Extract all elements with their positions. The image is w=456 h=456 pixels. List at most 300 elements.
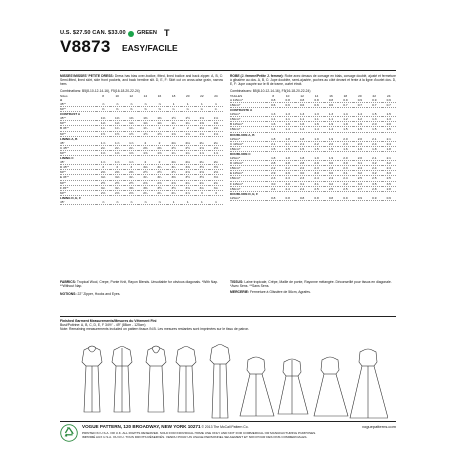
yardage-cell: 1.3 <box>295 112 309 117</box>
yardage-cell: 2.1 <box>367 137 381 142</box>
yardage-cell: 2.4 <box>309 176 323 181</box>
yardage-cell: 2.8 <box>266 161 280 166</box>
yardage-cell: 2⅝ <box>167 180 181 185</box>
yardage-cell: 1⅞ <box>124 160 138 165</box>
yardage-cell: 3¼ <box>152 165 166 170</box>
yardage-cell: 2.3 <box>295 176 309 181</box>
row-label: 150cm* <box>230 176 266 181</box>
yardage-cell: 0.9 <box>338 98 352 103</box>
yardage-cell: ⅞ <box>138 102 152 107</box>
yardage-cell: 2 <box>138 141 152 146</box>
row-label: 60"* <box>60 150 96 155</box>
yardage-cell: 2 <box>152 126 166 131</box>
yardage-cell: 2⅝ <box>96 190 110 195</box>
yardage-cell: 3.0 <box>266 181 280 186</box>
dress-sketch-d-back <box>278 359 308 414</box>
row-label: 45" <box>60 160 96 165</box>
yardage-cell: 0.8 <box>324 98 338 103</box>
yardage-cell: 3.3 <box>382 171 397 176</box>
yardage-cell: 2¼ <box>209 141 223 146</box>
finished-bust: Bust/Poitrine: A, B, C, D, E, F 34½" - 49" (88cm - 125cm) <box>60 323 146 328</box>
yardage-cell: 3⅝ <box>181 185 195 190</box>
yardage-cell: 2.3 <box>266 176 280 181</box>
yardage-cell: 1⅝ <box>152 150 166 155</box>
row-label: D 115cm* <box>230 161 266 166</box>
yardage-cell: 0.9 <box>353 98 367 103</box>
row-label: E 115cm* <box>230 171 266 176</box>
row-label: 115cm* <box>230 137 266 142</box>
yardage-cell: 1⅞ <box>124 141 138 146</box>
yardage-cell: 3¼ <box>96 185 110 190</box>
yardage-cell: 3.5 <box>367 181 381 186</box>
yardage-cell: 2¼ <box>209 160 223 165</box>
finished-measurements <box>60 319 396 332</box>
yardage-cell: 3⅜ <box>138 185 152 190</box>
yardage-cell: 0.9 <box>338 196 352 201</box>
yardage-cell: 1 <box>195 200 209 205</box>
yardage-cell: 2¾ <box>152 190 166 195</box>
yardage-cell: 3¾ <box>195 185 209 190</box>
yardage-cell: 1.4 <box>266 127 280 132</box>
yardage-cell: 1.6 <box>280 122 294 127</box>
yardage-cell: 2.1 <box>382 137 397 142</box>
yardage-cell: 1.8 <box>266 137 280 142</box>
yardage-cell: 1 <box>209 102 223 107</box>
yardage-cell: 2¼ <box>110 145 124 150</box>
yardage-cell: 3.2 <box>367 161 381 166</box>
yardage-cell: 1 <box>209 200 223 205</box>
yardage-cell: 3.0 <box>309 171 323 176</box>
row-label: F 115cm* <box>230 181 266 186</box>
t-mark: T <box>164 28 170 38</box>
yardage-cell: 1½ <box>96 131 110 136</box>
row-label: DOUBLURE A, B <box>230 132 255 137</box>
yardage-cell: 2 <box>181 126 195 131</box>
legal-text: PRINTED IN U.S.A. OR U.K. ALL RIGHTS RESERVED. SOLD FOR INDIVIDUAL HOME USE ONLY AND NOT FOR COMMERCIAL OR MANUFACTURING PURPOSES. IMPRIMÉ AUX U.S.A. OU R.U. TOUS DROITS RÉSERVÉS. VENDU POUR UN USAGE PERSONNEL SEULEMENT ET NON POUR DES FINS COMMERCIALES. <box>82 431 317 439</box>
yardage-cell: 1⅞ <box>195 150 209 155</box>
row-label: TAILLES <box>230 93 243 98</box>
yardage-cell: 1.8 <box>280 156 294 161</box>
yardage-cell: 20 <box>358 93 362 98</box>
yardage-cell: 1½ <box>124 131 138 136</box>
yardage-cell: 0.6 <box>280 103 294 108</box>
yardage-cell: 3.2 <box>324 181 338 186</box>
row-label: B 115cm* <box>230 122 266 127</box>
yardage-cell: 18 <box>171 93 176 98</box>
yardage-cell: 0.6 <box>266 103 280 108</box>
yardage-cell: 1⅝ <box>138 150 152 155</box>
yardage-cell: 2.0 <box>338 156 352 161</box>
row-label: 115cm* <box>230 112 266 117</box>
yardage-cell: 2.5 <box>367 176 381 181</box>
yardage-cell: 0.9 <box>367 196 381 201</box>
yardage-cell: 2.0 <box>382 122 397 127</box>
yardage-cell: 2.5 <box>324 186 338 191</box>
yardage-cell: 1⅜ <box>152 116 166 121</box>
yardage-cell: 0.8 <box>295 98 309 103</box>
dress-sketch-e-front <box>314 357 348 416</box>
yardage-cell: 2.4 <box>295 186 309 191</box>
yardage-cell: 1⅜ <box>110 116 124 121</box>
row-label: 60"* <box>60 170 96 175</box>
yardage-cell: 1 <box>167 200 181 205</box>
yardage-row <box>60 200 223 205</box>
yardage-cell: 2.8 <box>295 161 309 166</box>
yardage-cell: 2½ <box>124 180 138 185</box>
yardage-cell: 0.8 <box>280 98 294 103</box>
row-label: 150cm* <box>230 127 266 132</box>
yardage-cell: 3.1 <box>295 181 309 186</box>
yardage-cell: ⅞ <box>124 102 138 107</box>
yardage-cell: 1.1 <box>266 117 280 122</box>
yardage-cell: 1.5 <box>309 146 323 151</box>
yardage-cell: 2.9 <box>266 171 280 176</box>
yardage-cell: 3.5 <box>382 181 397 186</box>
yardage-cell: 8 <box>102 93 104 98</box>
row-label: 60"* <box>60 131 96 136</box>
yardage-cell: 2⅜ <box>124 170 138 175</box>
english-column <box>60 74 223 205</box>
yardage-cell: 2½ <box>152 170 166 175</box>
row-label: 150cm* <box>230 166 266 171</box>
yardage-cell: 2.3 <box>280 176 294 181</box>
yardage-cell: 1.9 <box>324 156 338 161</box>
yardage-cell: 1⅛ <box>138 121 152 126</box>
yardage-cell: 3.0 <box>295 171 309 176</box>
yardage-cell: 3.0 <box>338 161 352 166</box>
yardage-cell: 1.8 <box>266 156 280 161</box>
yardage-cell: 3.0 <box>324 161 338 166</box>
easy-label: EASY/FACILE <box>122 43 178 53</box>
row-label: 115cm* <box>230 196 266 201</box>
yardage-cell: 1.9 <box>309 137 323 142</box>
yardage-cell: 1.3 <box>324 112 338 117</box>
yardage-cell: 1⅞ <box>110 141 124 146</box>
row-label: CONTRASTE A <box>230 108 253 113</box>
yardage-cell: 2.3 <box>309 166 323 171</box>
pattern-number: V8873 <box>60 37 111 56</box>
yardage-cell: 3¼ <box>138 175 152 180</box>
yardage-cell: ⅝ <box>110 107 124 112</box>
yardage-cell: 2.5 <box>338 186 352 191</box>
row-label: C 45"* <box>60 145 96 150</box>
yardage-cell: 2.8 <box>280 161 294 166</box>
yardage-cell: 0.8 <box>324 196 338 201</box>
row-label: LINING A, B <box>60 136 78 141</box>
row-label: DOUBLURE C <box>230 151 251 156</box>
yardage-cell: 2.1 <box>266 141 280 146</box>
yardage-cell: 0.7 <box>353 103 367 108</box>
yardage-cell: 16 <box>329 93 333 98</box>
yardage-cell: 0.7 <box>338 103 352 108</box>
row-label: LINING D, E, F <box>60 195 81 200</box>
yardage-cell: 2.4 <box>382 166 397 171</box>
yardage-cell: 2⅝ <box>195 170 209 175</box>
row-label: DOUBLURE D, E, F <box>230 191 259 196</box>
row-label: 115cm* <box>230 156 266 161</box>
yardage-cell: 1.8 <box>295 137 309 142</box>
yardage-cell: 3¼ <box>167 165 181 170</box>
yardage-cell: 1.4 <box>280 127 294 132</box>
yardage-cell: 1.3 <box>382 117 397 122</box>
yardage-cell: 1.5 <box>382 112 397 117</box>
yardage-cell: 0.8 <box>280 196 294 201</box>
yardage-cell: 2.3 <box>324 166 338 171</box>
yardage-cell: 1¾ <box>96 126 110 131</box>
row-label: C 115cm* <box>230 141 266 146</box>
price: U.S. $27.50 CAN. $33.00 <box>60 30 126 36</box>
yardage-cell: 1.4 <box>309 127 323 132</box>
yardage-cell: ⅝ <box>152 107 166 112</box>
row-label: CONTRAST A <box>60 112 81 117</box>
yardage-cell: 3⅛ <box>96 175 110 180</box>
yardage-cell: 2.4 <box>367 166 381 171</box>
yardage-cell: 1⅜ <box>96 116 110 121</box>
yardage-cell: ⅞ <box>124 200 138 205</box>
yardage-cell: 0.8 <box>309 98 323 103</box>
yardage-cell: 1.3 <box>266 112 280 117</box>
yardage-cell: 2.0 <box>367 122 381 127</box>
yardage-cell: 1.5 <box>367 112 381 117</box>
yardage-cell: 1⅝ <box>167 131 181 136</box>
yardage-cell: 1⅛ <box>110 121 124 126</box>
yardage-cell: 3⅛ <box>110 175 124 180</box>
yardage-cell: 2⅜ <box>110 170 124 175</box>
yardage-row <box>230 196 396 201</box>
yardage-cell: 0.9 <box>353 196 367 201</box>
yardage-cell: 2½ <box>167 170 181 175</box>
yardage-cell: 2.0 <box>353 137 367 142</box>
yardage-cell: 24 <box>387 93 391 98</box>
yardage-cell: 2.1 <box>382 156 397 161</box>
yardage-cell: 1⅝ <box>181 131 195 136</box>
yardage-cell: 2.5 <box>353 176 367 181</box>
yardage-cell: 1¼ <box>167 121 181 126</box>
yardage-cell: 3 <box>195 190 209 195</box>
yardage-cell: 1⅝ <box>96 150 110 155</box>
yardage-cell: 2⅛ <box>167 160 181 165</box>
yardage-cell: 2 <box>152 160 166 165</box>
yardage-cell: 2.2 <box>309 141 323 146</box>
yardage-cell: 2½ <box>110 180 124 185</box>
yardage-cell: 1½ <box>167 116 181 121</box>
yardage-cell: 1.9 <box>324 137 338 142</box>
finished-title: Finished Garment Measurements/Mesures du Vêtement Fini <box>60 319 157 323</box>
yardage-cell: 2.4 <box>367 141 381 146</box>
yardage-cell: 2¾ <box>209 180 223 185</box>
yardage-cell: 2¾ <box>181 180 195 185</box>
yardage-cell: 2½ <box>181 145 195 150</box>
yardage-cell: 1.4 <box>338 112 352 117</box>
yardage-cell: 3½ <box>181 175 195 180</box>
yardage-cell: 2.7 <box>353 186 367 191</box>
yardage-cell: 1.9 <box>309 156 323 161</box>
yardage-cell: 2⅞ <box>181 190 195 195</box>
yardage-cell: 2⅛ <box>181 160 195 165</box>
yardage-cell: 3.0 <box>280 181 294 186</box>
yardage-cell: 3½ <box>195 165 209 170</box>
yardage-cell: 2.2 <box>280 166 294 171</box>
yardage-cell: 2.4 <box>353 166 367 171</box>
yardage-cell: 3½ <box>167 185 181 190</box>
yardage-cell: 2.4 <box>338 176 352 181</box>
yardage-cell: 1.2 <box>338 117 352 122</box>
yardage-cell: 1.4 <box>295 127 309 132</box>
row-label: 60"* <box>60 180 96 185</box>
fabrics-text: FABRICS: Tropical Wool, Crepe, Ponte Knit, Rayon Blends. Unsuitable for obvious diagonals. *With Nap. **Without Nap. <box>60 280 219 289</box>
dress-sketch-c-long <box>210 345 230 419</box>
yardage-cell: 1.5 <box>280 146 294 151</box>
yardage-cell: 2.8 <box>382 186 397 191</box>
yardage-cell: 1⅝ <box>195 131 209 136</box>
yardage-cell: ⅞ <box>138 200 152 205</box>
yardage-cell: 3 <box>96 165 110 170</box>
yardage-cell: 2 <box>167 126 181 131</box>
yardage-cell: 2⅛ <box>195 126 209 131</box>
yardage-cell: 3.3 <box>353 181 367 186</box>
yardage-cell: 2⅝ <box>124 190 138 195</box>
yardage-cell: 2⅝ <box>152 180 166 185</box>
yardage-cell: ⅞ <box>110 102 124 107</box>
yardage-cell: 3.1 <box>309 181 323 186</box>
yardage-cell: 1.5 <box>382 127 397 132</box>
fabrics-en <box>60 280 223 297</box>
yardage-cell: 10 <box>285 93 290 98</box>
yardage-cell: 2.2 <box>266 166 280 171</box>
yardage-cell: 1⅞ <box>209 150 223 155</box>
yardage-cell: 12 <box>300 93 304 98</box>
yardage-cell: 24 <box>214 93 218 98</box>
yardage-cell: 3.2 <box>382 161 397 166</box>
yardage-cell: 1⅜ <box>138 116 152 121</box>
row-label: 45" <box>60 141 96 146</box>
yardage-cell: 3 <box>124 165 138 170</box>
yardage-cell: 1¾ <box>110 126 124 131</box>
yardage-cell: 1.2 <box>353 117 367 122</box>
yardage-cell: 3 <box>110 165 124 170</box>
yardage-cell: 1⅛ <box>96 121 110 126</box>
finished-divider <box>60 316 396 317</box>
yardage-cell: 1 <box>195 102 209 107</box>
row-label: LINING C <box>60 156 74 161</box>
yardage-cell: 1.6 <box>353 146 367 151</box>
yardage-cell: 1⅜ <box>124 116 138 121</box>
tissus-fr <box>230 280 396 295</box>
yardage-cell: 1⅜ <box>209 121 223 126</box>
yardage-cell: 2.1 <box>280 141 294 146</box>
yardage-cell: 2⅝ <box>138 180 152 185</box>
yardage-cell: 0.9 <box>367 98 381 103</box>
yardage-cell: 16 <box>157 93 162 98</box>
yardage-cell: 2.0 <box>338 137 352 142</box>
yardage-cell: 3.1 <box>338 171 352 176</box>
row-label: 45"* <box>60 102 96 107</box>
yardage-cell: 0.6 <box>309 103 323 108</box>
yardage-cell: ⅞ <box>96 200 110 205</box>
yardage-cell: 0.8 <box>309 196 323 201</box>
yardage-cell: 1.4 <box>324 127 338 132</box>
yardage-cell: 2¾ <box>138 190 152 195</box>
yardage-cell: 1.6 <box>266 122 280 127</box>
row-label: B 45"* <box>60 126 96 131</box>
yardage-cell: 1.1 <box>295 117 309 122</box>
yardage-cell: 2⅛ <box>181 141 195 146</box>
yardage-cell: 2.3 <box>338 141 352 146</box>
yardage-cell: 3⅝ <box>209 175 223 180</box>
yardage-cell: 3½ <box>152 185 166 190</box>
yardage-cell: 2⅝ <box>195 145 209 150</box>
yardage-cell: ⅞ <box>152 102 166 107</box>
yardage-cell: 3⅜ <box>181 165 195 170</box>
yardage-cell: 1⅞ <box>96 160 110 165</box>
yardage-cell: 1.1 <box>309 117 323 122</box>
yardage-cell: 1.8 <box>295 156 309 161</box>
notions-text: NOTIONS: 22" Zipper, Hooks and Eyes. <box>60 292 121 297</box>
yardage-cell: 1.6 <box>309 122 323 127</box>
envelope-footer <box>60 422 396 448</box>
yardage-cell: 2¼ <box>96 145 110 150</box>
website: voguepatterns.com <box>361 424 396 429</box>
yardage-cell: 14 <box>314 93 319 98</box>
yardage-cell: 1.8 <box>382 146 397 151</box>
yardage-cell: 1⅝ <box>209 116 223 121</box>
yardage-cell: 2.1 <box>367 156 381 161</box>
yardage-cell: 1 <box>181 200 195 205</box>
row-label: D 45"* <box>60 165 96 170</box>
finished-note: Note: Remaining measurements included on pattern tissue./N.B. Les mesures restantes sont imprimées sur le tissu de patron. <box>60 327 250 332</box>
yardage-cell: 2.8 <box>367 186 381 191</box>
yardage-cell: 2⅜ <box>138 145 152 150</box>
yardage-cell: 1 <box>181 102 195 107</box>
envelope-header <box>60 30 396 72</box>
yardage-cell: 3 <box>209 190 223 195</box>
yardage-cell: 1½ <box>138 131 152 136</box>
yardage-cell: 2.2 <box>295 166 309 171</box>
yardage-cell: 1¾ <box>181 150 195 155</box>
tissus-text: TISSUS: Laine tropicale, Crêpe, Maille de ponte, Rayonne mélangée. Déconseillé pour tissus en diagonale. *Avec Sens. **Sans Sens. <box>230 280 392 289</box>
yardage-cell: 2.2 <box>324 141 338 146</box>
yardage-cell: 1⅝ <box>209 131 223 136</box>
dress-sketch-a-front <box>82 346 102 412</box>
yardage-cell: 1⅛ <box>152 121 166 126</box>
yardage-cell: 1.1 <box>280 117 294 122</box>
header-divider <box>60 70 396 71</box>
yardage-cell: 2.9 <box>309 161 323 166</box>
yardage-cell: 2⅜ <box>96 170 110 175</box>
yardage-cell: 2.4 <box>280 186 294 191</box>
yardage-cell: 1⅝ <box>195 116 209 121</box>
yardage-cell: 1½ <box>181 116 195 121</box>
yardage-cell: 2⅛ <box>167 141 181 146</box>
yardage-cell: 1⅝ <box>124 150 138 155</box>
color-label: GREEN <box>137 30 157 36</box>
yardage-cell: 14 <box>143 93 148 98</box>
yardage-cell: 3½ <box>209 165 223 170</box>
yardage-cell: 0.7 <box>382 103 397 108</box>
yardage-cell: 3.0 <box>324 171 338 176</box>
yardage-cell: ¾ <box>195 107 209 112</box>
yardage-cell: 1.3 <box>309 112 323 117</box>
yardage-cell: 8 <box>272 93 275 98</box>
yardage-cell: 2¼ <box>195 160 209 165</box>
yardage-cell: 1¾ <box>167 150 181 155</box>
yardage-cell: 3¾ <box>209 185 223 190</box>
yardage-cell: 3¼ <box>124 175 138 180</box>
yardage-cell: 1.9 <box>324 122 338 127</box>
yardage-cell: 2.9 <box>280 171 294 176</box>
row-label: 150cm* <box>230 103 266 108</box>
yardage-cell: 22 <box>372 93 376 98</box>
